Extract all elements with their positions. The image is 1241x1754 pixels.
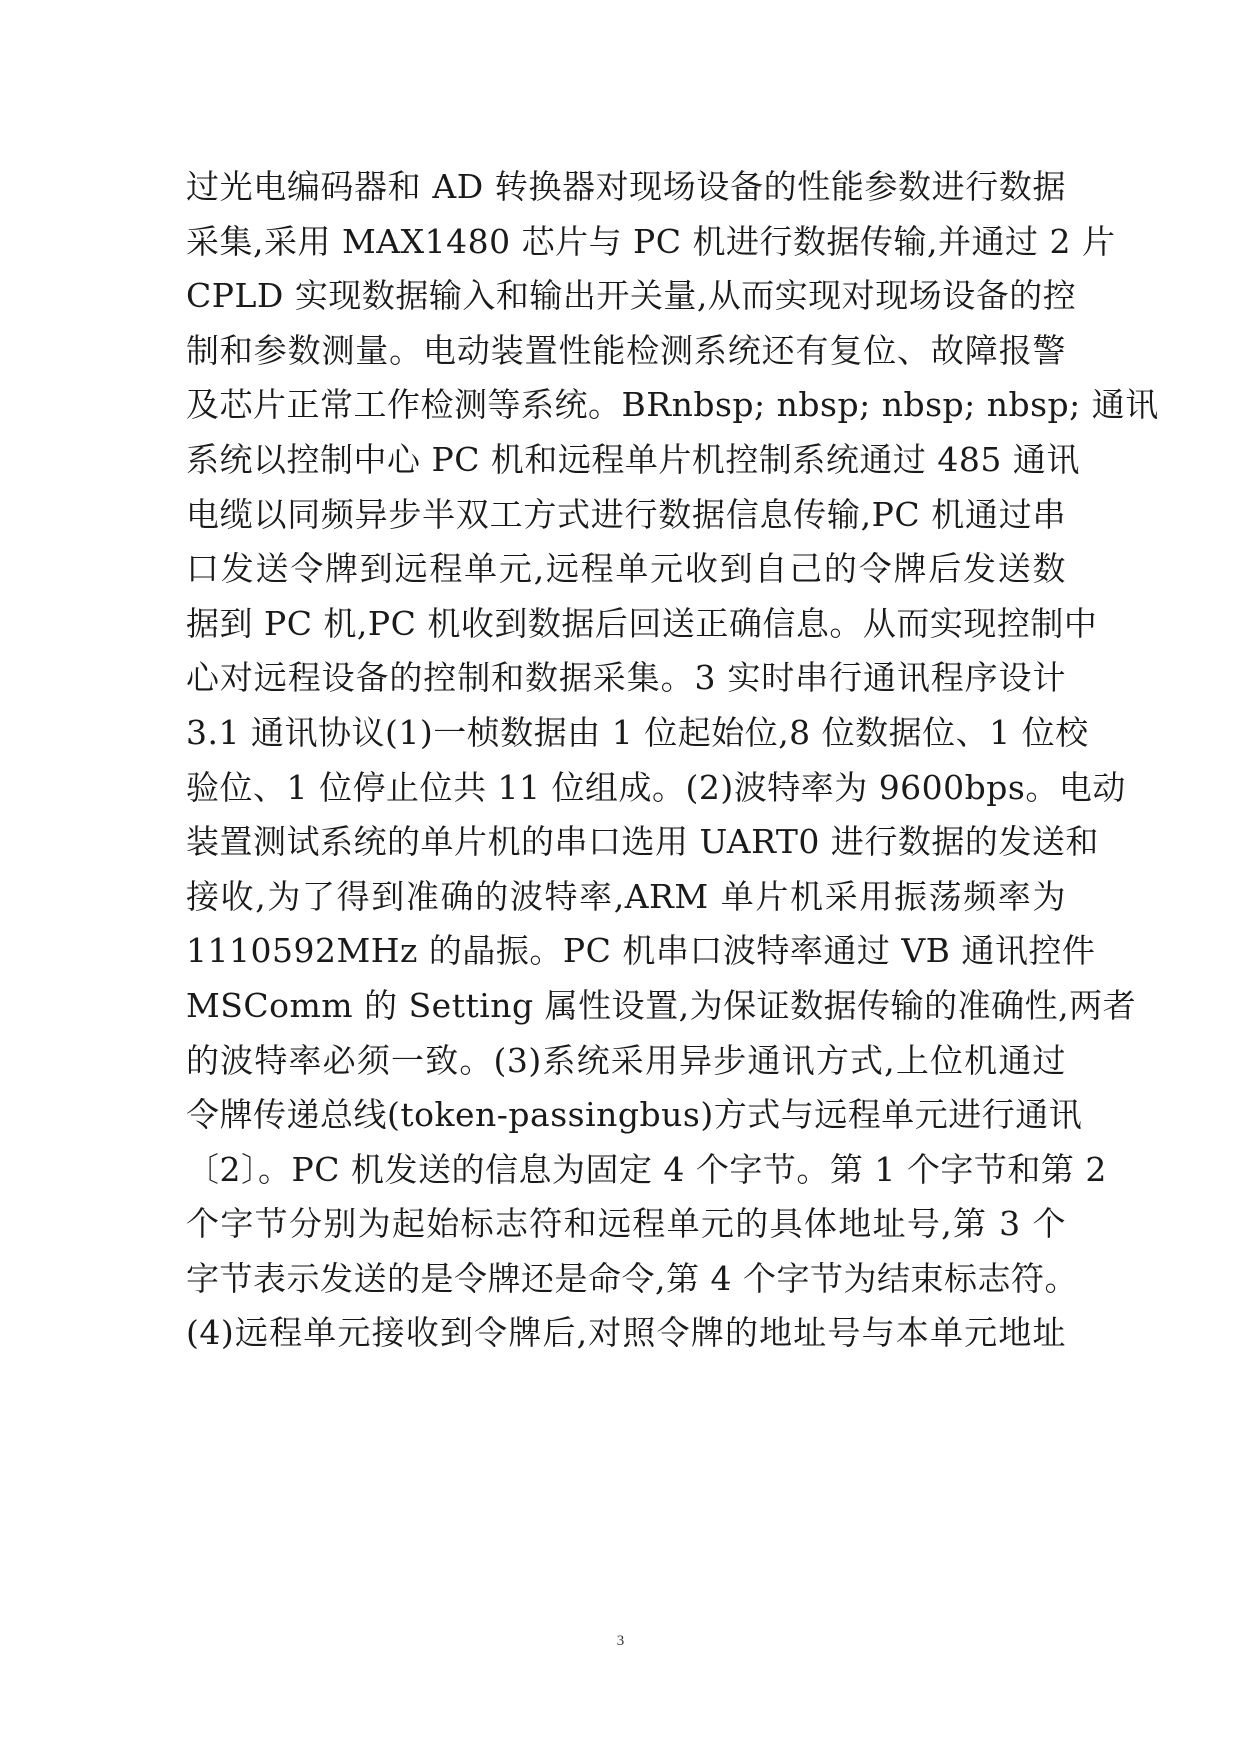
text-line-17: 的波特率必须一致。(3)系统采用异步通讯方式,上位机通过 — [186, 1040, 1066, 1080]
text-line-19: 〔2〕。PC 机发送的信息为固定 4 个字节。第 1 个字节和第 2 — [186, 1149, 1107, 1189]
text-line-2: 采集,采用 MAX1480 芯片与 PC 机进行数据传输,并通过 2 片 — [186, 221, 1116, 261]
text-line-10: 心对远程设备的控制和数据采集。3 实时串行通讯程序设计 — [186, 658, 1066, 698]
text-line-9: 据到 PC 机,PC 机收到数据后回送正确信息。从而实现控制中 — [186, 603, 1098, 643]
body-text — [186, 160, 1159, 1361]
page-number: 3 — [616, 1633, 625, 1649]
text-line-8: 口发送令牌到远程单元,远程单元收到自己的令牌后发送数 — [186, 549, 1066, 589]
text-line-3: CPLD 实现数据输入和输出开关量,从而实现对现场设备的控 — [186, 276, 1077, 316]
text-line-6: 系统以控制中心 PC 机和远程单片机控制系统通过 485 通讯 — [186, 439, 1080, 479]
text-line-15: 1110592MHz 的晶振。PC 机串口波特率通过 VB 通讯控件 — [186, 931, 1096, 971]
text-line-7: 电缆以同频异步半双工方式进行数据信息传输,PC 机通过串 — [186, 494, 1066, 534]
text-line-21: 字节表示发送的是令牌还是命令,第 4 个字节为结束标志符。 — [186, 1258, 1078, 1298]
text-line-22: (4)远程单元接收到令牌后,对照令牌的地址号与本单元地址 — [186, 1313, 1066, 1353]
text-line-1: 过光电编码器和 AD 转换器对现场设备的性能参数进行数据 — [186, 167, 1066, 206]
text-line-5: 及芯片正常工作检测等系统。BRnbsp; nbsp; nbsp; nbsp; 通讯 — [186, 385, 1159, 425]
text-line-18: 令牌传递总线(token-passingbus)方式与远程单元进行通讯 — [186, 1095, 1083, 1135]
text-line-14: 接收,为了得到准确的波特率,ARM 单片机采用振荡频率为 — [186, 876, 1066, 916]
text-line-4: 制和参数测量。电动装置性能检测系统还有复位、故障报警 — [186, 330, 1066, 370]
text-line-11: 3.1 通讯协议(1)一桢数据由 1 位起始位,8 位数据位、1 位校 — [186, 712, 1089, 752]
text-line-12: 验位、1 位停止位共 11 位组成。(2)波特率为 9600bps。电动 — [186, 767, 1126, 807]
text-line-20: 个字节分别为起始标志符和远程单元的具体地址号,第 3 个 — [186, 1204, 1066, 1244]
text-line-16: MSComm 的 Setting 属性设置,为保证数据传输的准确性,两者 — [186, 985, 1137, 1025]
text-line-13: 装置测试系统的单片机的串口选用 UART0 进行数据的发送和 — [186, 822, 1099, 862]
